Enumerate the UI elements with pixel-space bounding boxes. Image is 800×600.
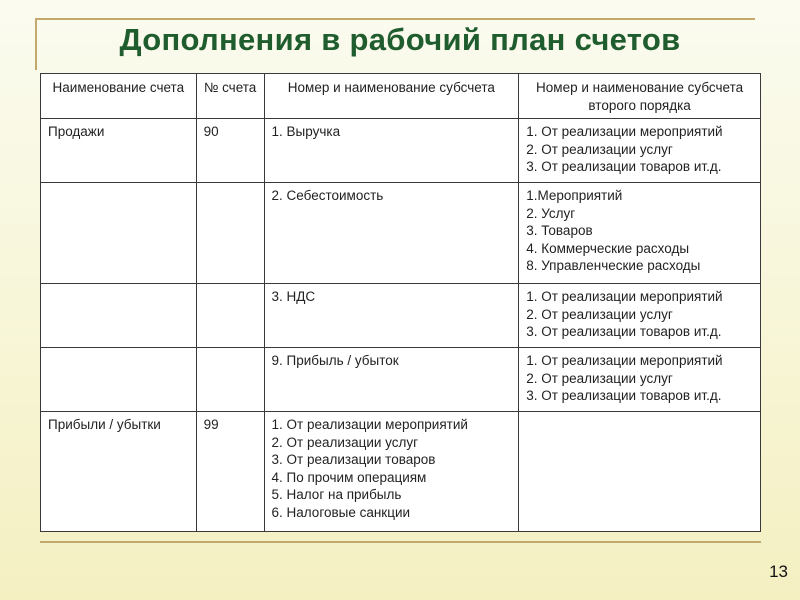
cell-second-order xyxy=(519,183,761,284)
cell-second-order xyxy=(519,284,761,348)
cell-account-name xyxy=(41,348,197,412)
second-order-line: 3. От реализации товаров ит.д. xyxy=(526,159,722,174)
header-second-order-subaccount: Номер и наименование субсчета второго порядка xyxy=(519,74,761,119)
subaccount-line: 1. Выручка xyxy=(271,124,341,139)
cell-account-name: Прибыли / убытки xyxy=(41,412,197,532)
cell-account-number xyxy=(196,348,264,412)
cell-subaccount xyxy=(264,284,519,348)
second-order-line: 3. От реализации товаров ит.д. xyxy=(526,388,722,403)
cell-account-number: 90 xyxy=(196,119,264,183)
cell-subaccount xyxy=(264,119,519,183)
bottom-decorative-rule xyxy=(40,541,761,543)
subaccount-line: 2. От реализации услуг xyxy=(271,434,419,450)
header-account-number: № счета xyxy=(196,74,264,119)
cell-second-order xyxy=(519,412,761,532)
subaccount-line: 1. От реализации мероприятий xyxy=(271,417,468,432)
accounts-table xyxy=(40,73,761,532)
table-row xyxy=(41,284,761,348)
second-order-line: 1. От реализации мероприятий xyxy=(526,289,723,304)
second-order-line: 8. Управленческие расходы xyxy=(526,258,701,273)
cell-subaccount xyxy=(264,412,519,532)
second-order-line: 1. От реализации мероприятий xyxy=(526,353,723,368)
header-subaccount: Номер и наименование субсчета xyxy=(264,74,519,119)
second-order-line: 1. От реализации мероприятий xyxy=(526,124,723,139)
second-order-line: 2. Услуг xyxy=(526,205,576,221)
second-order-line: 2. От реализации услуг xyxy=(526,370,673,386)
table-row xyxy=(41,348,761,412)
table-header-row xyxy=(41,74,761,119)
page-number: 13 xyxy=(769,562,788,581)
top-decorative-rule xyxy=(35,18,755,20)
second-order-line: 1.Мероприятий xyxy=(526,188,623,203)
slide-title: Дополнения в рабочий план счетов xyxy=(119,22,681,57)
table-row xyxy=(41,119,761,183)
second-order-line: 2. От реализации услуг xyxy=(526,141,673,157)
subaccount-line: 3. НДС xyxy=(271,289,316,304)
cell-account-number: 99 xyxy=(196,412,264,532)
subaccount-line: 9. Прибыль / убыток xyxy=(271,353,399,368)
cell-account-name xyxy=(41,284,197,348)
header-account-name: Наименование счета xyxy=(41,74,197,119)
subaccount-line: 2. Себестоимость xyxy=(271,188,384,203)
second-order-line: 3. От реализации товаров ит.д. xyxy=(526,324,722,339)
cell-account-name: Продажи xyxy=(41,119,197,183)
cell-subaccount xyxy=(264,183,519,284)
second-order-line: 4. Коммерческие расходы xyxy=(526,240,690,256)
table-row xyxy=(41,412,761,532)
subaccount-line: 5. Налог на прибыль xyxy=(271,487,402,502)
second-order-line: 3. Товаров xyxy=(526,223,593,238)
cell-account-number xyxy=(196,284,264,348)
left-decorative-rule xyxy=(35,18,37,70)
subaccount-line: 3. От реализации товаров xyxy=(271,452,436,467)
cell-account-name xyxy=(41,183,197,284)
cell-second-order xyxy=(519,119,761,183)
second-order-line: 2. От реализации услуг xyxy=(526,306,673,322)
cell-subaccount xyxy=(264,348,519,412)
subaccount-line: 4. По прочим операциям xyxy=(271,469,427,485)
table-row xyxy=(41,183,761,284)
cell-second-order xyxy=(519,348,761,412)
cell-account-number xyxy=(196,183,264,284)
subaccount-line: 6. Налоговые санкции xyxy=(271,504,411,520)
